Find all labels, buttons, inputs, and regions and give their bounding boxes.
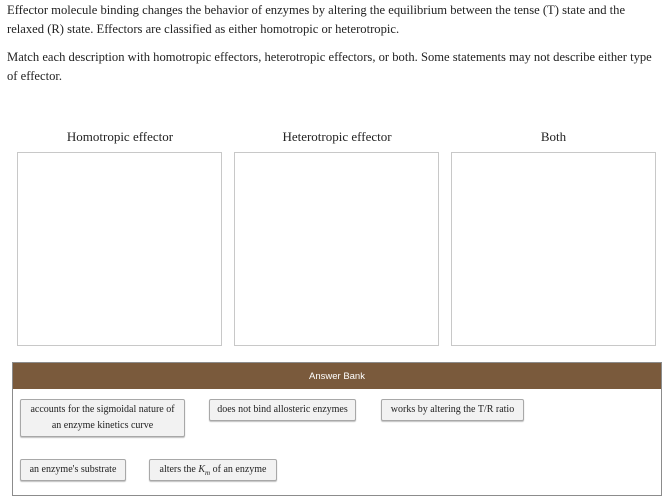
answer-chip-label-prefix: alters the [159,464,196,475]
answer-chip-alters-km[interactable] [149,459,277,481]
answer-chip-sigmoidal[interactable] [20,399,185,437]
answer-chip-label-suffix: of an enzyme [212,464,267,475]
dropzone-heterotropic[interactable] [234,152,439,346]
answer-chip-tr-ratio[interactable] [381,399,524,421]
instructions-paragraph-1: Effector molecule binding changes the behavior of enzymes by altering the equilibrium between the tense (T) state and the relaxed (R) state. Effectors are classified as either homotropic or heterotropic. [7,3,626,36]
answer-chip-substrate[interactable] [20,459,126,481]
column-label-heterotropic: Heterotropic effector [282,129,392,144]
dropzone-homotropic[interactable] [17,152,222,346]
dropzone-both[interactable] [451,152,656,346]
km-symbol: $K_m$ [198,464,211,477]
answer-chip-label: does not bind allosteric enzymes [217,404,348,415]
answer-chip-no-allosteric[interactable] [209,399,356,421]
answer-chip-label: works by altering the T/R ratio [390,404,515,415]
answer-chip-label: accounts for the sigmoidal nature of an enzyme kinetics curve [30,404,175,431]
answer-chip-label: an enzyme's substrate [29,464,117,475]
answer-bank [12,362,662,496]
column-label-both: Both [540,129,567,144]
instructions-paragraph-2: Match each description with homotropic effectors, heterotropic effectors, or both. Some statements may not describe either type of effector. [7,50,652,83]
column-label-homotropic: Homotropic effector [66,129,174,144]
answer-bank-header: Answer Bank [13,363,661,389]
